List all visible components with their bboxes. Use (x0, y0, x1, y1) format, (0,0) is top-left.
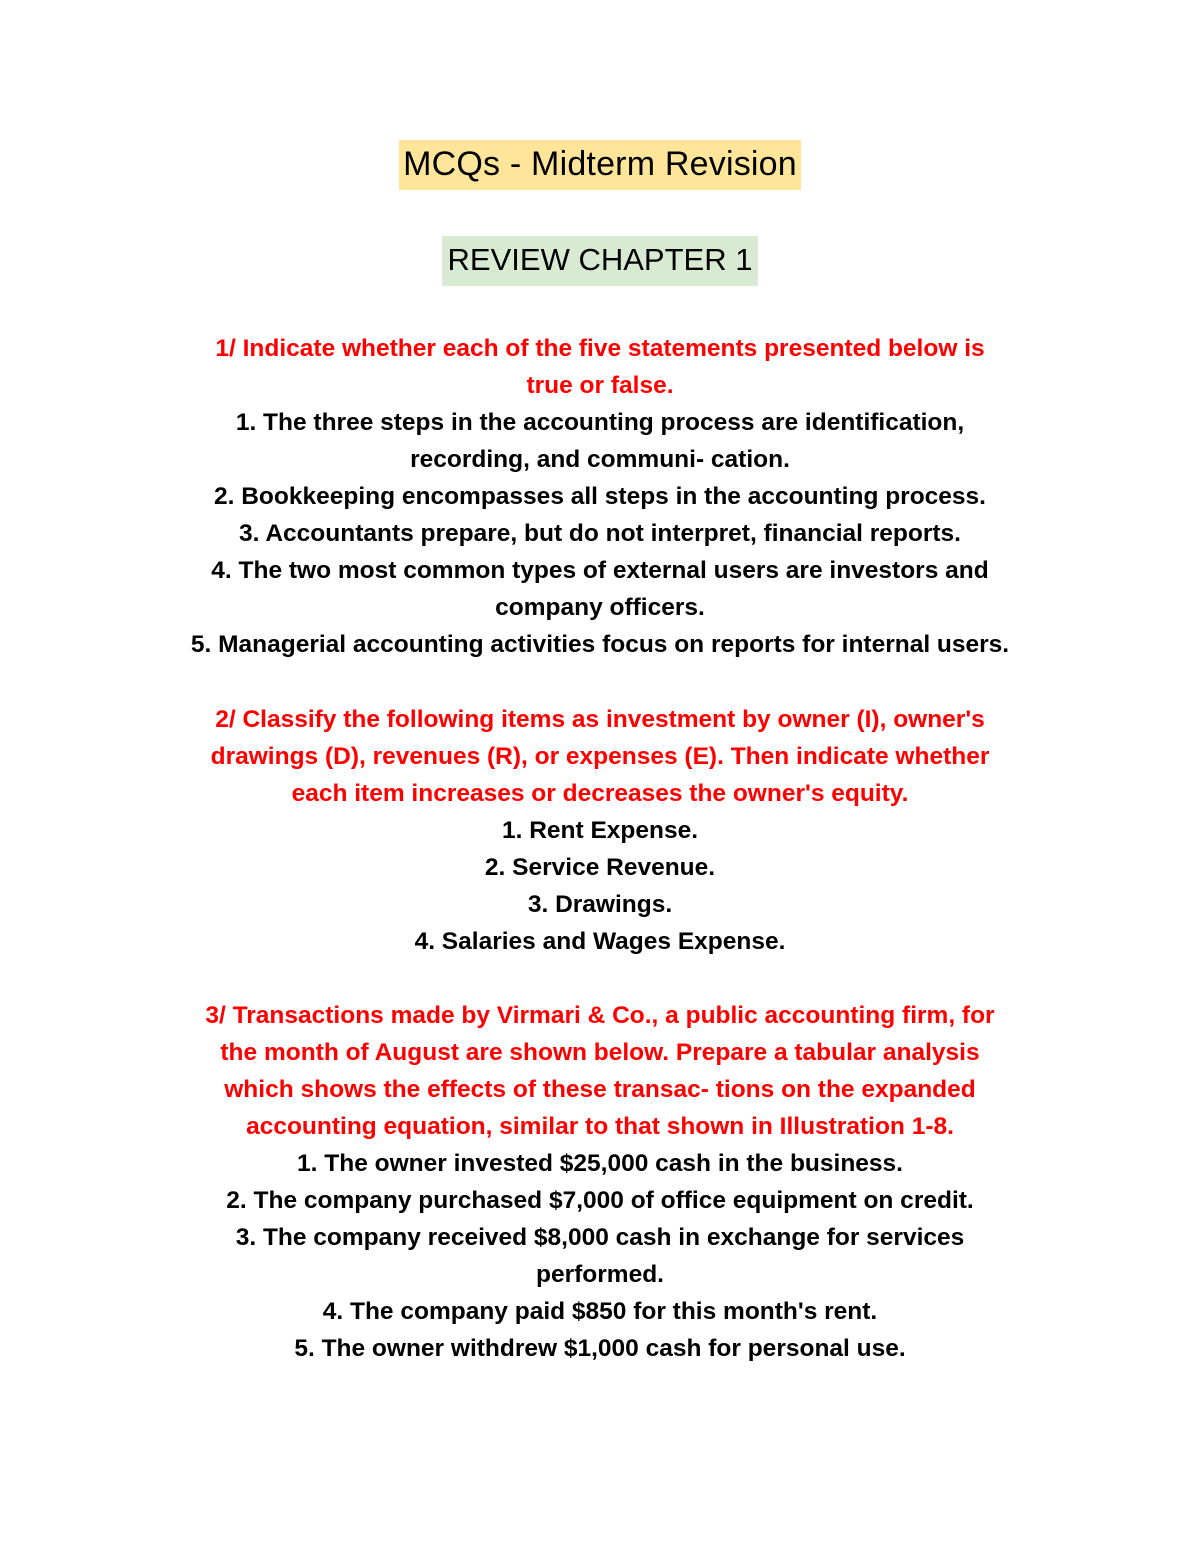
question-item-line: 4. The two most common types of external users are investors and (211, 557, 989, 584)
question-item-line: performed. (536, 1261, 664, 1288)
question-heading-line: accounting equation, similar to that shown in Illustration 1-8. (246, 1113, 954, 1140)
question-3 (100, 997, 1100, 1367)
question-item-line: 2. Service Revenue. (484, 854, 716, 881)
question-heading-line: 1/ Indicate whether each of the five statements presented below is (215, 335, 985, 362)
question-2 (100, 701, 1100, 960)
question-heading-line: true or false. (526, 372, 674, 399)
question-item-line: 3. Drawings. (527, 891, 673, 918)
question-item-line: 1. The owner invested $25,000 cash in the business. (297, 1150, 903, 1177)
question-item-line: 5. Managerial accounting activities focus on reports for internal users. (190, 631, 1010, 658)
question-item-line: 4. Salaries and Wages Expense. (414, 928, 786, 955)
question-item-line: 3. The company received $8,000 cash in exchange for services (235, 1224, 965, 1251)
question-item-line: 1. Rent Expense. (501, 817, 699, 844)
question-item-line: 3. Accountants prepare, but do not interpret, financial reports. (239, 520, 961, 547)
question-item-line: 5. The owner withdrew $1,000 cash for personal use. (294, 1335, 906, 1362)
subtitle-container (0, 236, 1200, 286)
chapter-heading: REVIEW CHAPTER 1 (442, 236, 759, 286)
question-item-line: 2. Bookkeeping encompasses all steps in the accounting process. (214, 483, 986, 510)
question-heading-line: 2/ Classify the following items as investment by owner (I), owner's (215, 706, 985, 733)
page-title: MCQs - Midterm Revision (399, 140, 801, 190)
question-1 (100, 330, 1100, 663)
question-heading-line: which shows the effects of these transac- tions on the expanded (224, 1076, 976, 1103)
question-item-line: 4. The company paid $850 for this month's rent. (322, 1298, 878, 1325)
question-item-line: 1. The three steps in the accounting process are identification, (235, 409, 965, 436)
question-heading-line: drawings (D), revenues (R), or expenses (E). Then indicate whether (210, 743, 990, 770)
question-heading-line: the month of August are shown below. Prepare a tabular analysis (220, 1039, 980, 1066)
question-item-line: 2. The company purchased $7,000 of office equipment on credit. (226, 1187, 974, 1214)
title-container (0, 140, 1200, 190)
question-item-line: company officers. (495, 594, 705, 621)
question-item-line: recording, and communi- cation. (410, 446, 790, 473)
question-heading-line: each item increases or decreases the owner's equity. (291, 780, 909, 807)
question-heading-line: 3/ Transactions made by Virmari & Co., a public accounting firm, for (205, 1002, 995, 1029)
